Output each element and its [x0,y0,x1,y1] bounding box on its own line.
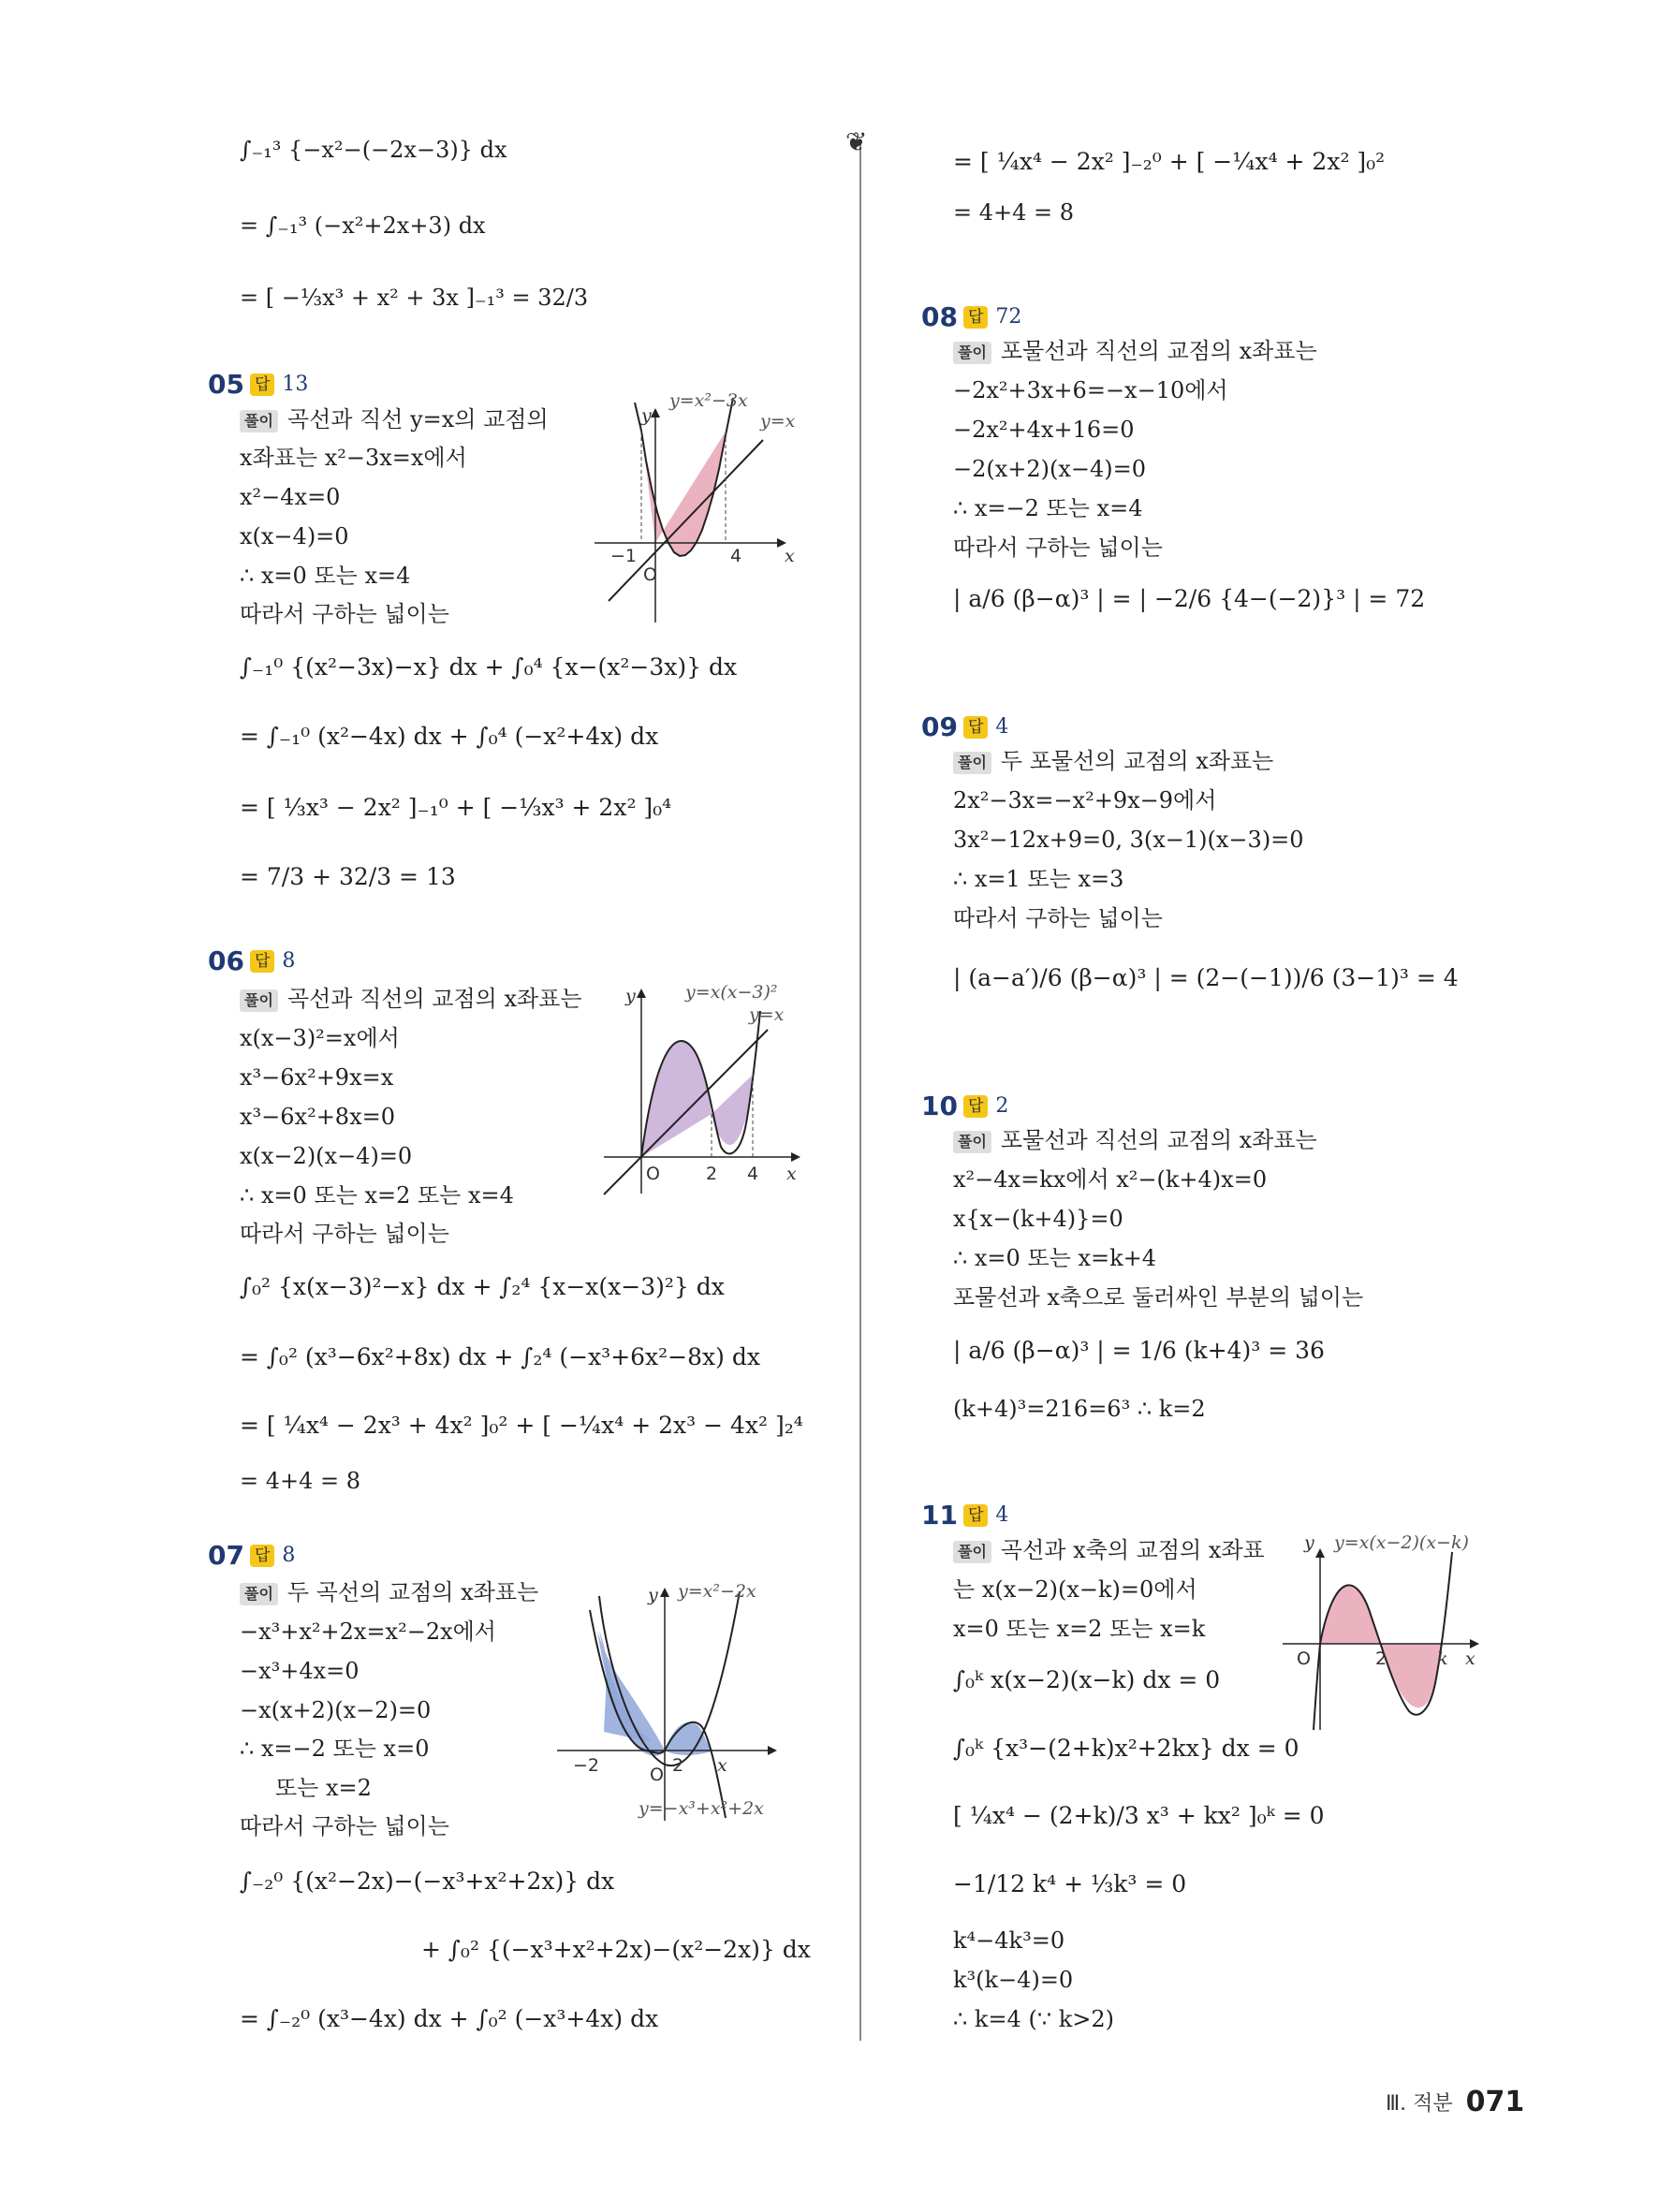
q06-line-6: ∴ x=0 또는 x=2 또는 x=4 [240,1182,514,1209]
q08-line-5: ∴ x=−2 또는 x=4 [953,495,1143,521]
question-number: 05 [208,369,244,400]
q05-line-1: 풀이 곡선과 직선 y=x의 교점의 [240,405,549,433]
q09-heading [921,711,1008,742]
origin-label: O [650,1765,664,1785]
q07-line-5: ∴ x=−2 또는 x=0 [240,1736,430,1762]
page-number: 071 [1465,2086,1525,2118]
y-axis-arrow [660,1588,669,1597]
q06-line-11: = 4+4 = 8 [240,1468,361,1494]
curve-label: y=x²−3x [669,390,748,411]
cubic-label: y=−x³+x²+2x [639,1798,764,1819]
q08-line-7: | a/6 (β−α)³ | = | −2/6 {4−(−2)}³ | = 72 [953,585,1426,612]
x-axis-label: x [717,1755,727,1776]
q10-line-7: (k+4)³=216=6³ ∴ k=2 [953,1396,1206,1422]
y-axis-label: y [648,1585,658,1605]
column-divider [859,140,861,2041]
q07-line-3: −x³+4x=0 [240,1658,360,1684]
q10-line-2: x²−4x=kx에서 x²−(k+4)x=0 [953,1166,1268,1193]
q05-heading [208,369,308,400]
q05-line-4: x(x−4)=0 [240,523,349,549]
q08-heading [921,301,1021,332]
q11-line-5: ∫₀ᵏ {x³−(2+k)x²+2kx} dx = 0 [953,1735,1299,1762]
q11-graph [1278,1533,1521,1739]
question-number: 09 [921,711,958,742]
answer-badge: 답 [963,716,988,739]
q07-line-4: −x(x+2)(x−2)=0 [240,1697,432,1723]
q06-line-5: x(x−2)(x−4)=0 [240,1143,413,1169]
q08-line-6: 따라서 구하는 넓이는 [953,535,1163,561]
q06-heading [208,945,295,976]
q08-line-3: −2x²+4x+16=0 [953,417,1135,443]
tick-two: 2 [672,1755,684,1776]
q05-graph [590,390,805,627]
q06-line-7: 따라서 구하는 넓이는 [240,1221,449,1247]
q07-line-1: 풀이 두 곡선의 교점의 x좌표는 [240,1578,538,1606]
answer-badge: 답 [250,374,274,396]
answer-value: 4 [995,1503,1009,1527]
answer-badge: 답 [963,306,988,329]
q05-line-3: x²−4x=0 [240,484,341,510]
q07-line-10: = ∫₋₂⁰ (x³−4x) dx + ∫₀² (−x³+4x) dx [240,2005,659,2032]
q10-line-4: ∴ x=0 또는 x=k+4 [953,1245,1157,1271]
line-label: y=x [749,1004,785,1025]
x-axis-label: x [786,1164,797,1184]
q11-heading [921,1500,1008,1531]
tick-two: 2 [1375,1648,1387,1669]
question-number: 06 [208,945,244,976]
answer-value: 8 [282,949,296,973]
solution-tag: 풀이 [953,342,991,364]
origin-label: O [646,1164,660,1184]
q06-line-1: 풀이 곡선과 직선의 교점의 x좌표는 [240,985,582,1013]
answer-value: 4 [995,715,1009,739]
q07-line-9: + ∫₀² {(−x³+x²+2x)−(x²−2x)} dx [421,1936,811,1963]
q06-graph [599,974,824,1198]
q07-line-6: 또는 x=2 [275,1775,372,1801]
q10-line-1: 풀이 포물선과 직선의 교점의 x좌표는 [953,1126,1317,1154]
q06-line-10: = [ ¼x⁴ − 2x³ + 4x² ]₀² + [ −¼x⁴ + 2x³ − 4x² ]₂⁴ [240,1412,803,1439]
y-axis-label: y [641,405,652,426]
q08-line-1: 풀이 포물선과 직선의 교점의 x좌표는 [953,337,1317,365]
q11-area-neg [1381,1644,1443,1707]
q07-heading [208,1540,295,1571]
origin-label: O [643,564,657,585]
intro-line-1: ∫₋₁³ {−x²−(−2x−3)} dx [240,137,507,163]
fleuron-icon: ❦ [845,126,868,157]
question-number: 11 [921,1500,958,1531]
q11-line-1: 풀이 곡선과 x축의 교점의 x좌표 [953,1536,1265,1564]
y-axis-arrow [651,408,660,417]
q05-line-7: ∫₋₁⁰ {(x²−3x)−x} dx + ∫₀⁴ {x−(x²−3x)} dx [240,653,738,681]
tick-minus-one: −1 [610,546,638,566]
x-axis-arrow [791,1152,800,1162]
q07-line-8: ∫₋₂⁰ {(x²−2x)−(−x³+x²+2x)} dx [240,1868,615,1895]
q06-line-4: x³−6x²+8x=0 [240,1104,395,1130]
question-number: 08 [921,301,958,332]
q11-line-7: −1/12 k⁴ + ⅓k³ = 0 [953,1870,1187,1897]
q11-line-2: 는 x(x−2)(x−k)=0에서 [953,1576,1197,1603]
q09-line-3: 3x²−12x+9=0, 3(x−1)(x−3)=0 [953,827,1304,853]
q11-area-pos [1320,1585,1381,1644]
q06-line-9: = ∫₀² (x³−6x²+8x) dx + ∫₂⁴ (−x³+6x²−8x) dx [240,1343,760,1370]
answer-badge: 답 [250,950,274,973]
q07-line-2: −x³+x²+2x=x²−2x에서 [240,1619,496,1645]
parabola-label: y=x²−2x [678,1581,756,1602]
tick-minus-two: −2 [573,1755,600,1776]
question-number: 07 [208,1540,244,1571]
answer-value: 2 [995,1094,1009,1118]
answer-value: 13 [282,373,309,396]
q06-line-8: ∫₀² {x(x−3)²−x} dx + ∫₂⁴ {x−x(x−3)²} dx [240,1273,725,1300]
x-axis-label: x [785,546,795,566]
y-axis-arrow [1315,1548,1325,1558]
intro-line-2: = ∫₋₁³ (−x²+2x+3) dx [240,212,486,239]
q10-line-3: x{x−(k+4)}=0 [953,1206,1123,1232]
tick-four: 4 [730,546,742,566]
q11-line-8: k⁴−4k³=0 [953,1927,1065,1954]
x-axis-label: x [1465,1648,1475,1669]
intro-line-3: = [ −⅓x³ + x² + 3x ]₋₁³ = 32/3 [240,285,589,311]
solution-tag: 풀이 [953,1131,991,1153]
q09-line-1: 풀이 두 포물선의 교점의 x좌표는 [953,747,1273,775]
q11-line-9: k³(k−4)=0 [953,1967,1074,1993]
q11-line-3: x=0 또는 x=2 또는 x=k [953,1616,1206,1642]
cont-line-1: = [ ¼x⁴ − 2x² ]₋₂⁰ + [ −¼x⁴ + 2x² ]₀² [953,148,1386,175]
q11-line-4: ∫₀ᵏ x(x−2)(x−k) dx = 0 [953,1666,1221,1693]
tick-two: 2 [706,1164,718,1184]
q11-line-6: [ ¼x⁴ − (2+k)/3 x³ + kx² ]₀ᵏ = 0 [953,1802,1325,1829]
curve-label: y=x(x−2)(x−k) [1334,1532,1469,1553]
q08-line-2: −2x²+3x+6=−x−10에서 [953,377,1228,403]
curve-label: y=x(x−3)² [685,982,778,1003]
cont-line-2: = 4+4 = 8 [953,199,1075,226]
solution-tag: 풀이 [240,1583,278,1605]
answer-value: 72 [995,305,1022,329]
q10-line-5: 포물선과 x축으로 둘러싸인 부분의 넓이는 [953,1284,1364,1311]
tick-four: 4 [747,1164,759,1184]
q10-heading [921,1091,1008,1121]
q06-line-3: x³−6x²+9x=x [240,1064,394,1091]
tick-k: k [1437,1648,1448,1669]
q05-line-2: x좌표는 x²−3x=x에서 [240,445,467,471]
q09-line-6: | (a−a′)/6 (β−α)³ | = (2−(−1))/6 (3−1)³ = 4 [953,964,1459,991]
q08-line-4: −2(x+2)(x−4)=0 [953,456,1147,482]
q05-line-8: = ∫₋₁⁰ (x²−4x) dx + ∫₀⁴ (−x²+4x) dx [240,723,659,750]
y-axis-arrow [637,989,646,998]
q09-line-2: 2x²−3x=−x²+9x−9에서 [953,787,1217,813]
answer-value: 8 [282,1544,296,1567]
question-number: 10 [921,1091,958,1121]
chapter-label: Ⅲ. 적분 [1386,2092,1453,2116]
page-footer [1386,2086,1524,2118]
q05-line-6: 따라서 구하는 넓이는 [240,601,449,627]
solution-tag: 풀이 [240,410,278,432]
line-y-equals-x [609,440,763,601]
x-axis-arrow [1470,1639,1479,1648]
answer-badge: 답 [963,1095,988,1118]
q10-line-6: | a/6 (β−α)³ | = 1/6 (k+4)³ = 36 [953,1337,1325,1364]
x-axis-arrow [768,1746,777,1755]
y-axis-label: y [625,986,636,1006]
q05-line-5: ∴ x=0 또는 x=4 [240,563,411,589]
origin-label: O [1297,1648,1311,1669]
q05-line-10: = 7/3 + 32/3 = 13 [240,863,456,890]
q07-line-7: 따라서 구하는 넓이는 [240,1813,449,1839]
answer-badge: 답 [250,1545,274,1567]
q05-line-9: = [ ⅓x³ − 2x² ]₋₁⁰ + [ −⅓x³ + 2x² ]₀⁴ [240,794,672,821]
solution-tag: 풀이 [240,989,278,1012]
q09-line-4: ∴ x=1 또는 x=3 [953,866,1124,892]
q09-line-5: 따라서 구하는 넓이는 [953,905,1163,931]
q07-graph [552,1573,824,1825]
solution-tag: 풀이 [953,1541,991,1563]
solution-tag: 풀이 [953,752,991,774]
q06-line-2: x(x−3)²=x에서 [240,1025,400,1051]
y-axis-label: y [1304,1532,1314,1553]
answer-badge: 답 [963,1504,988,1527]
line-label: y=x [760,411,796,432]
q11-line-10: ∴ k=4 (∵ k>2) [953,2006,1114,2032]
